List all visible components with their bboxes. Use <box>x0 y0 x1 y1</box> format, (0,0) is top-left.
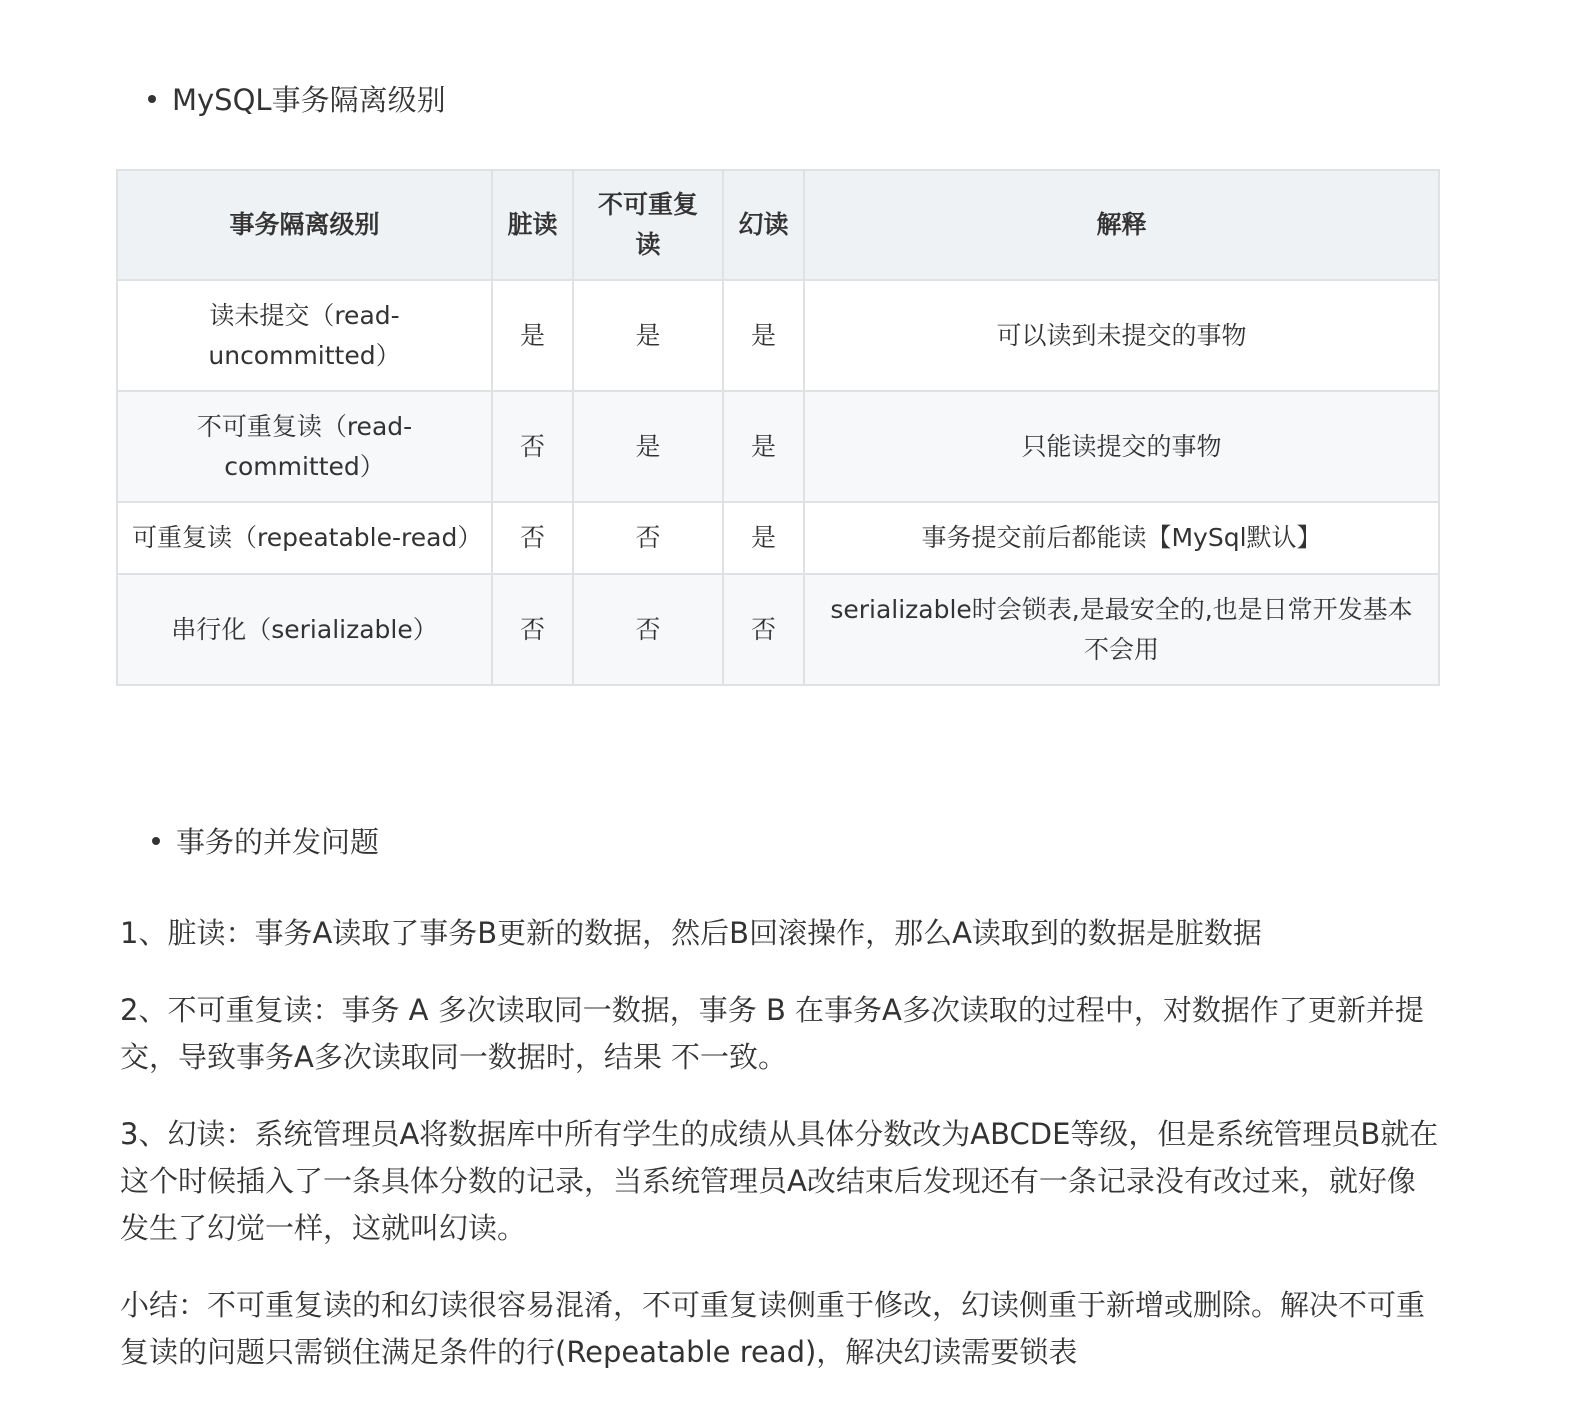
section-heading-isolation-levels <box>148 80 446 120</box>
bullet-dot-icon <box>148 95 156 103</box>
header-non-repeatable-read: 不可重复读 <box>573 170 723 280</box>
cell-level: 可重复读（repeatable-read） <box>117 502 492 574</box>
cell-explanation: 可以读到未提交的事物 <box>804 280 1439 391</box>
cell-dirty-read: 否 <box>492 391 573 502</box>
cell-dirty-read: 否 <box>492 502 573 574</box>
section-heading-concurrency-issues <box>152 822 379 862</box>
table-row <box>117 391 1439 502</box>
table-row <box>117 280 1439 391</box>
cell-non-repeatable-read: 否 <box>573 502 723 574</box>
section-title: MySQL事务隔离级别 <box>172 83 446 117</box>
cell-phantom-read: 否 <box>723 574 804 685</box>
cell-non-repeatable-read: 是 <box>573 391 723 502</box>
cell-explanation: serializable时会锁表,是最安全的,也是日常开发基本不会用 <box>804 574 1439 685</box>
cell-explanation: 事务提交前后都能读【MySql默认】 <box>804 502 1439 574</box>
header-phantom-read: 幻读 <box>723 170 804 280</box>
cell-phantom-read: 是 <box>723 391 804 502</box>
paragraph-phantom-read: 3、幻读：系统管理员A将数据库中所有学生的成绩从具体分数改为ABCDE等级，但是系统管理员B就在这个时候插入了一条具体分数的记录，当系统管理员A改结束后发现还有一条记录没有改过来，就好像发生了幻觉一样，这就叫幻读。 <box>120 1117 1439 1245</box>
table-row <box>117 574 1439 685</box>
table-row <box>117 502 1439 574</box>
cell-phantom-read: 是 <box>723 502 804 574</box>
paragraph-dirty-read: 1、脏读：事务A读取了事务B更新的数据，然后B回滚操作，那么A读取到的数据是脏数据 <box>120 916 1262 950</box>
cell-non-repeatable-read: 否 <box>573 574 723 685</box>
bullet-dot-icon <box>152 837 160 845</box>
paragraph-summary: 小结：不可重复读的和幻读很容易混淆，不可重复读侧重于修改，幻读侧重于新增或删除。解决不可重复读的问题只需锁住满足条件的行(Repeatable read)，解决幻读需要锁表 <box>120 1288 1426 1369</box>
cell-level: 串行化（serializable） <box>117 574 492 685</box>
cell-dirty-read: 是 <box>492 280 573 391</box>
section-title: 事务的并发问题 <box>176 825 380 859</box>
header-dirty-read: 脏读 <box>492 170 573 280</box>
header-isolation-level: 事务隔离级别 <box>117 170 492 280</box>
table-header-row <box>117 170 1439 280</box>
isolation-level-table <box>116 169 1440 686</box>
cell-dirty-read: 否 <box>492 574 573 685</box>
paragraph-non-repeatable-read: 2、不可重复读：事务 A 多次读取同一数据，事务 B 在事务A多次读取的过程中，对数据作了更新并提交，导致事务A多次读取同一数据时，结果 不一致。 <box>120 993 1424 1074</box>
cell-non-repeatable-read: 是 <box>573 280 723 391</box>
cell-level: 不可重复读（read-committed） <box>117 391 492 502</box>
cell-phantom-read: 是 <box>723 280 804 391</box>
header-explanation: 解释 <box>804 170 1439 280</box>
cell-explanation: 只能读提交的事物 <box>804 391 1439 502</box>
cell-level: 读未提交（read-uncommitted） <box>117 280 492 391</box>
